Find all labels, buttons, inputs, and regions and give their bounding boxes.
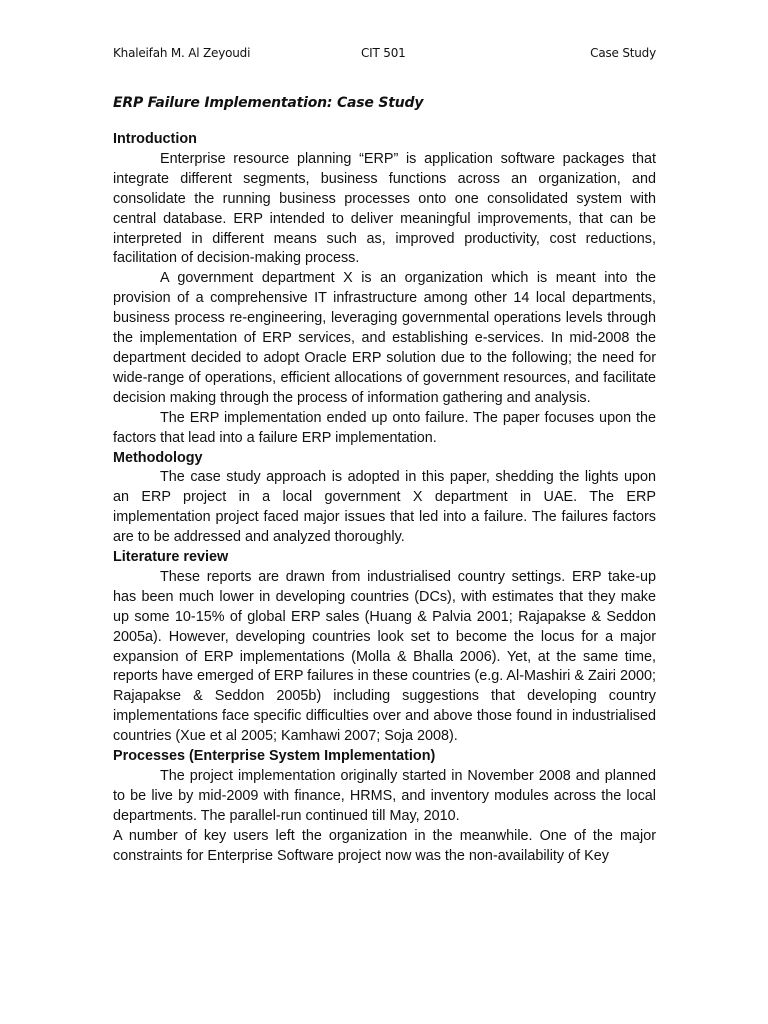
methodology-heading: Methodology — [113, 449, 203, 466]
processes-paragraph-1: The project implementation originally started in November 2008 and planned to be live by mid-2009 with finance, HRMS, and inventory modules across the local departments. The parallel-run continued till May, 2010. — [113, 768, 656, 824]
header-author: Khaleifah M. Al Zeyoudi — [113, 46, 251, 60]
header-doc-type: Case Study — [590, 46, 656, 60]
introduction-paragraph-3: The ERP implementation ended up onto failure. The paper focuses upon the factors that lead into a failure ERP implementation. — [113, 409, 656, 446]
document-title: ERP Failure Implementation: Case Study — [113, 95, 424, 111]
introduction-heading: Introduction — [113, 131, 197, 147]
page-header — [113, 40, 656, 66]
document-page — [113, 40, 656, 867]
processes-paragraph-2: A number of key users left the organization in the meanwhile. One of the major constraints for Enterprise Software project now was the non-availability of Key — [113, 827, 656, 864]
methodology-paragraph-1: The case study approach is adopted in this paper, shedding the lights upon an ERP project in a local government X department in UAE. The ERP implementation project faced major issues that led into a failure. The failures factors are to be addressed and analyzed thoroughly. — [113, 469, 656, 546]
introduction-paragraph-2: A government department X is an organization which is meant into the provision of a comprehensive IT infrastructure among other 14 local departments, business process re-engineering, leveraging governmental operations levels through the implementation of ERP services, and establishing e-services. In mid-2008 the department decided to adopt Oracle ERP solution due to the following; the need for wide-range of operations, efficient allocations of government resources, and facilitate decision making through the process of information gathering and analysis. — [113, 270, 656, 406]
literature-review-paragraph-1: These reports are drawn from industrialised country settings. ERP take-up has been much lower in developing countries (DCs), with estimates that they make up some 10-15% of global ERP sales (Huang & Palvia 2001; Rajapakse & Seddon 2005a). However, developing countries look set to become the locus for a major expansion of ERP implementations (Molla & Bhalla 2006). Yet, at the same time, reports have emerged of ERP failures in these countries (e.g. Al-Mashiri & Zairi 2000; Rajapakse & Seddon 2005b) including suggestions that developing country implementations face specific difficulties over and above those found in industrialised countries (Xue et al 2005; Kamhawi 2007; Soja 2008). — [113, 568, 656, 745]
literature-review-heading: Literature review — [113, 549, 229, 566]
document-body — [113, 130, 656, 867]
processes-heading: Processes (Enterprise System Implementation) — [113, 748, 436, 765]
header-course: CIT 501 — [361, 46, 406, 60]
introduction-paragraph-1: Enterprise resource planning “ERP” is application software packages that integrate different segments, business functions across an organization, and consolidate the running business processes onto one consolidated system with central database. ERP intended to deliver meaningful improvements, that can be interpreted in different means such as, improved productivity, cost reductions, facilitation of decision-making process. — [113, 150, 656, 267]
